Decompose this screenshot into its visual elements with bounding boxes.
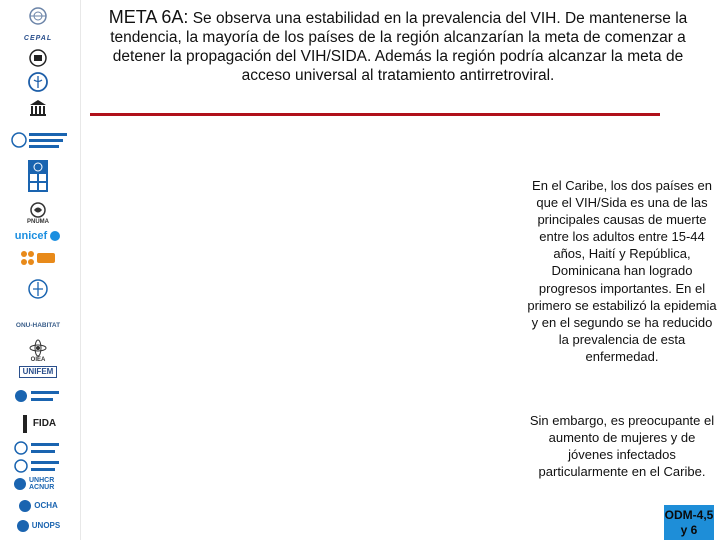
unops-logo: UNOPS	[8, 516, 68, 536]
concern-paragraph: Sin embargo, es preocupante el aumento de mujeres y de jóvenes infectados particularmente en el Caribe.	[529, 413, 715, 480]
un-agency-logo	[8, 438, 68, 458]
unhcr-logo: UNHCR ACNUR	[8, 474, 68, 494]
wfp-emblem-icon	[8, 278, 68, 300]
pnuma-logo: PNUMA	[8, 198, 68, 228]
unodc-logo	[8, 386, 68, 406]
cepal-logo: CEPAL	[23, 34, 53, 42]
unifem-logo: UNIFEM	[8, 362, 68, 382]
paho-logo	[8, 130, 74, 150]
onu-habitat-logo: ONU-HABITAT	[15, 321, 61, 329]
goal-label: META 6A:	[108, 7, 189, 27]
fida-logo: FIDA	[8, 414, 68, 434]
ilo-emblem-icon	[8, 48, 68, 68]
undp-logo	[8, 160, 68, 192]
unfpa-logo	[8, 248, 68, 268]
ocha-logo: OCHA	[8, 496, 68, 516]
unicef-logo: unicef	[8, 226, 68, 246]
un-agency-logo	[8, 456, 68, 476]
oiea-logo: OIEA	[8, 336, 68, 366]
goal-description: Se observa una estabilidad en la prevalencia del VIH. De mantenerse la tendencia, la mayoría de los países de la región alcanzarían la meta de comenzar a detener la propagación del VIH/SIDA. Además la región podría alcanzar la meta de acceso universal al tratamiento antirretroviral.	[110, 10, 688, 84]
fao-emblem-icon	[8, 72, 68, 92]
caribbean-paragraph: En el Caribe, los dos países en que el VIH/Sida es una de las principales causas de muerte entre los adultos entre 15-44 años, Haití y República, Dominicana han logrado progresos importantes. En el primero se estabilizó la epidemia y en el segundo se ha reducido la prevalencia de esta enfermedad.	[527, 178, 717, 364]
un-emblem-icon	[8, 6, 68, 26]
goal-statement	[88, 8, 708, 85]
title-divider	[90, 113, 660, 116]
agency-logo-column	[0, 0, 81, 540]
odm-badge: ODM-4,5 y 6	[664, 505, 714, 540]
unesco-temple-icon	[8, 98, 68, 118]
